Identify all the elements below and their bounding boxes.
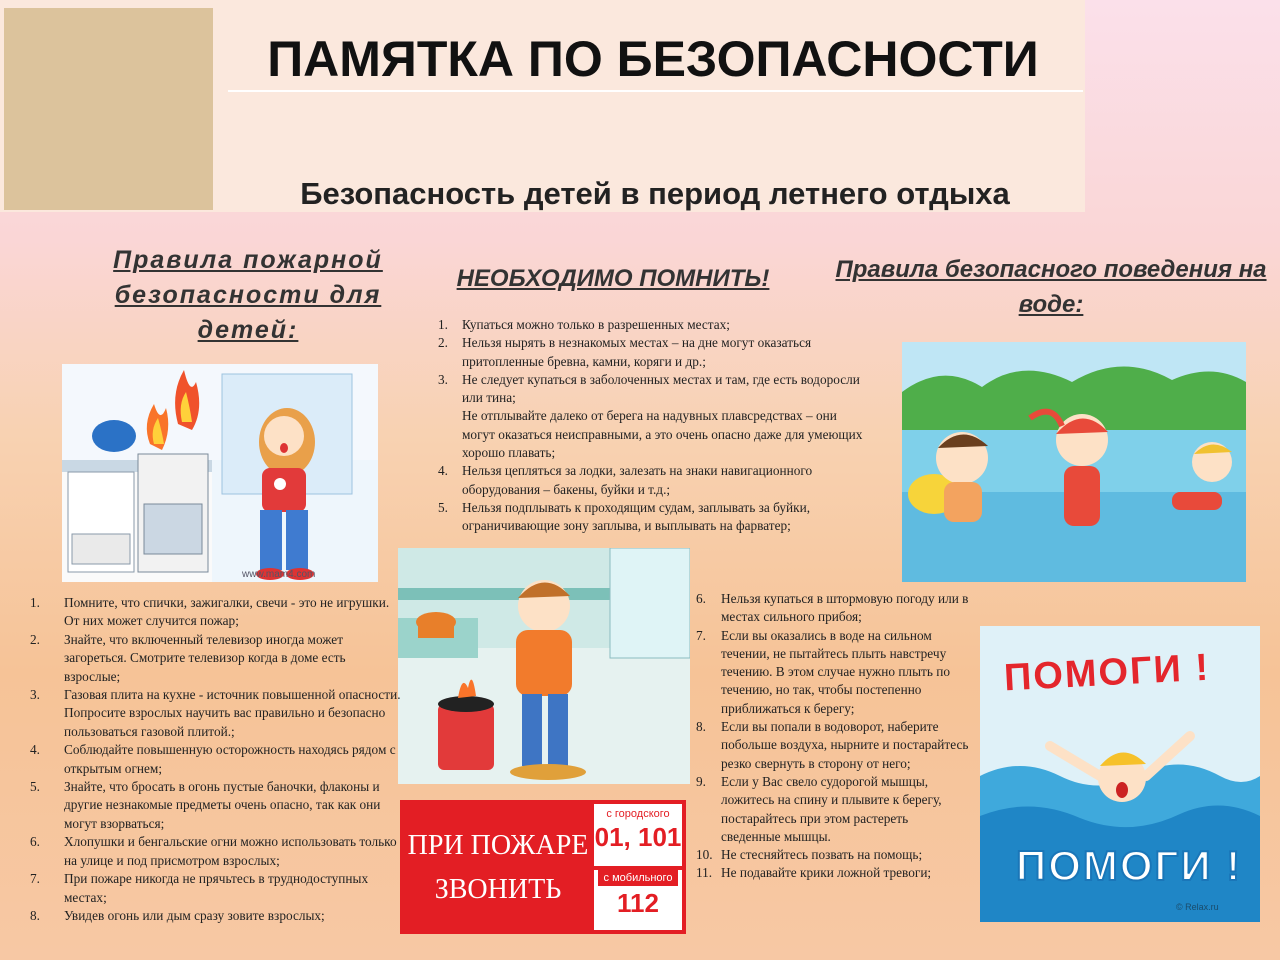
list-item: 5. Нельзя подплывать к проходящим судам, заплывать за буйки, ограничивающие зону заплыва, и выплывать на фарватер; (438, 499, 811, 534)
children-swimming-illustration (902, 342, 1246, 582)
city-phone-numbers: 01, 101 (594, 822, 682, 852)
remember-section-heading: НЕОБХОДИМО ПОМНИТЬ! (456, 265, 770, 292)
list-item: 9. Если у Вас свело судорогой мышцы, ложитесь на спину и плывите к берегу, постарайтесь при этом растереть сведенные мышцы. (696, 773, 942, 844)
list-item: 3. Газовая плита на кухне - источник повышенной опасности. Попросите взрослых научить вас правильно и безопасно пользоваться газовой плитой.; (30, 687, 401, 739)
list-item: 4. Нельзя цепляться за лодки, залезать на знаки навигационного оборудования – бакены, буйки и т.д.; (438, 463, 813, 497)
drowning-help-illustration (980, 626, 1260, 922)
help-text-top: ПОМОГИ ! (1003, 646, 1212, 700)
water-section-heading: Правила безопасного поведения на воде: (835, 256, 1267, 318)
title-divider (228, 90, 1083, 92)
emergency-line1: ПРИ ПОЖАРЕ (407, 830, 589, 861)
list-item-continuation: Не отплывайте далеко от берега на надувных плавсредствах – они могут оказаться неисправными, а это очень опасно даже для умеющих хорошо плавать; (462, 408, 863, 461)
page-title: ПАМЯТКА ПО БЕЗОПАСНОСТИ (267, 31, 1039, 87)
fire-image-watermark: www.mam4.com (242, 569, 316, 580)
list-item: 2. Нельзя нырять в незнакомых местах – на дне могут оказаться притопленные бревна, камни, коряги и др.; (438, 335, 812, 369)
fire-emergency-call-box (400, 800, 686, 934)
kitchen-fire-illustration (62, 364, 378, 582)
list-item: 11. Не подавайте крики ложной тревоги; (696, 865, 932, 881)
fire-section-heading: Правила пожарной безопасности для детей: (113, 246, 383, 344)
list-item: 3. Не следует купаться в заболоченных местах и там, где есть водоросли или тина; (438, 371, 860, 406)
mobile-phone-label: с мобильного (598, 870, 678, 886)
list-item: 4. Соблюдайте повышенную осторожность находясь рядом с открытым огнем; (30, 742, 396, 776)
remember-rules-list (438, 316, 870, 536)
list-item: 7. Если вы оказались в воде на сильном течении, не пытайтесь плыть навстречу течению. В этом случае нужно плыть по течению, но так, чтобы постепенно приближаться к берегу; (696, 627, 950, 716)
list-item: 6. Хлопушки и бенгальские огни можно использовать только на улице и под присмотром взрослых; (30, 834, 397, 868)
mobile-phone-number: 112 (617, 888, 659, 918)
list-item: 8. Если вы попали в водоворот, наберите побольше воздуха, нырните и постарайтесь резко свернуть в сторону от него; (696, 719, 969, 771)
list-item: 7. При пожаре никогда не прячьтесь в труднодоступных местах; (30, 871, 369, 905)
help-image-watermark: © Relax.ru (1176, 902, 1219, 912)
page-subtitle: Безопасность детей в период летнего отдыха (300, 176, 1010, 211)
list-item: 10. Не стесняйтесь позвать на помощь; (696, 847, 923, 863)
water-rules-list (696, 590, 971, 883)
list-item: 1. Помните, что спички, зажигалки, свечи - это не игрушки. От них может случится пожар; (30, 595, 390, 629)
list-item: 6. Нельзя купаться в штормовую погоду или в местах сильного прибоя; (696, 591, 969, 625)
list-item: 5. Знайте, что бросать в огонь пустые баночки, флаконы и другие незнакомые предметы очень опасно, так как они могут взорваться; (30, 779, 381, 831)
list-item: 8. Увидев огонь или дым сразу зовите взрослых; (30, 907, 325, 923)
city-phone-label: с городского (606, 808, 670, 820)
mobile-phone-box (594, 870, 682, 930)
help-text-bottom: ПОМОГИ ! (1016, 842, 1243, 889)
boy-fire-illustration (398, 548, 690, 784)
list-item: 1. Купаться можно только в разрешенных местах; (438, 317, 730, 332)
city-phone-box (594, 804, 682, 866)
decorative-tan-block (4, 8, 213, 210)
emergency-line2: ЗВОНИТЬ (434, 874, 562, 905)
list-item: 2. Знайте, что включенный телевизор иногда может загореться. Смотрите телевизор когда в доме есть взрослые; (30, 631, 346, 684)
fire-rules-list (30, 594, 402, 925)
